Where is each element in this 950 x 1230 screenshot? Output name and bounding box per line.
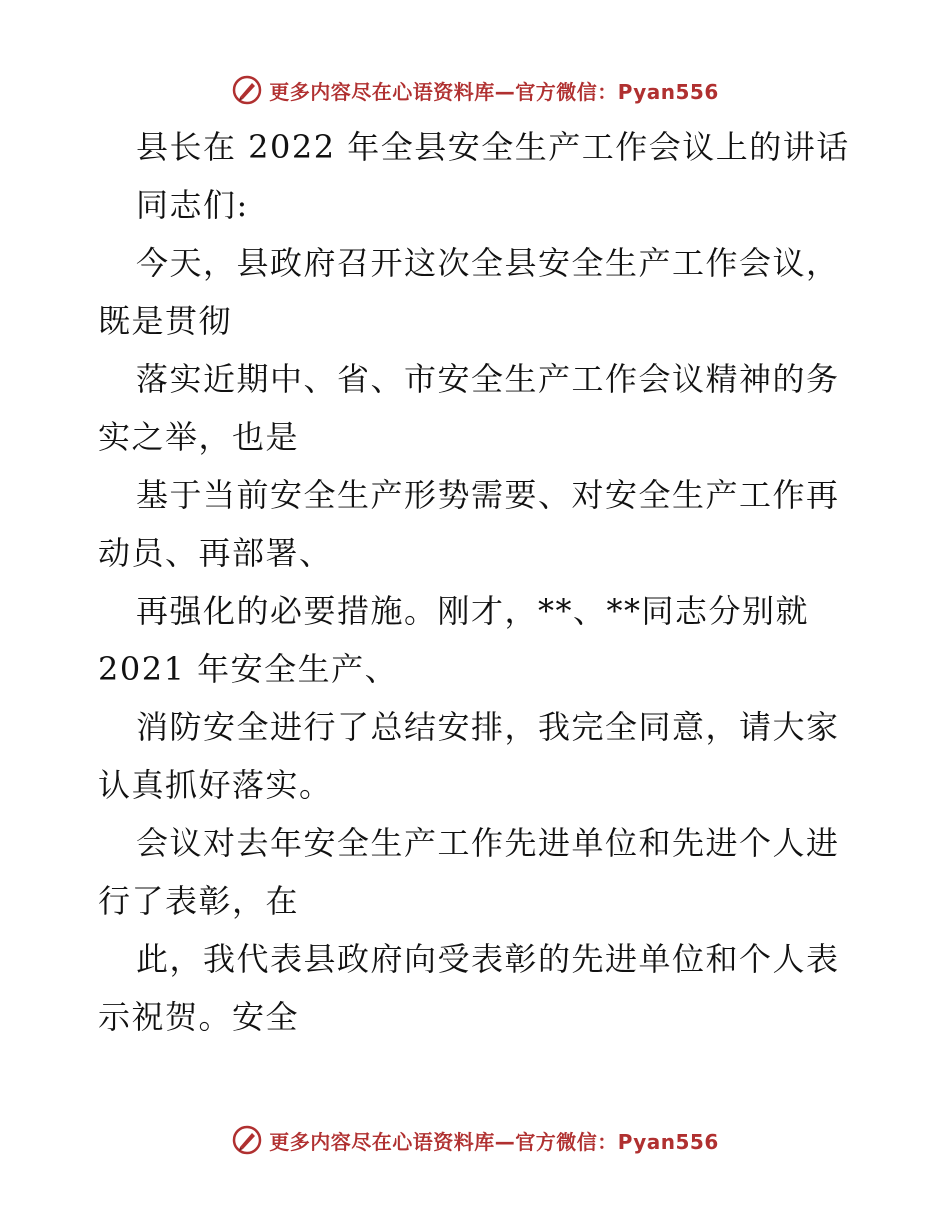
text-line: 基于当前安全生产形势需要、对安全生产工作再: [136, 476, 840, 514]
watermark-text: 更多内容尽在心语资料库—官方微信：Pyan556: [269, 79, 719, 104]
text-line: 认真抓好落实。: [98, 766, 333, 804]
watermark-text: 更多内容尽在心语资料库—官方微信：Pyan556: [269, 1129, 719, 1154]
text-line: 会议对去年安全生产工作先进单位和先进个人进: [136, 824, 840, 862]
text-line: 同志们:: [136, 186, 249, 224]
text-line: 今天，县政府召开这次全县安全生产工作会议，: [136, 244, 840, 282]
text-line: 既是贯彻: [98, 302, 233, 340]
text-line: 此，我代表县政府向受表彰的先进单位和个人表: [136, 940, 840, 978]
text-line: 落实近期中、省、市安全生产工作会议精神的务: [136, 360, 840, 398]
header-watermark: [0, 70, 950, 110]
text-line: 行了表彰，在: [98, 882, 300, 920]
footer-watermark: [0, 1120, 950, 1160]
text-line: 实之举，也是: [98, 418, 300, 456]
document-body: [98, 118, 858, 1046]
document-title: 县长在 2022 年全县安全生产工作会议上的讲话: [136, 128, 850, 166]
text-line: 动员、再部署、: [98, 534, 333, 572]
text-line: 再强化的必要措施。刚才，**、**同志分别就: [136, 592, 810, 630]
pen-logo-icon: [231, 1124, 263, 1156]
text-line: 消防安全进行了总结安排，我完全同意，请大家: [136, 708, 840, 746]
text-line: 2021 年安全生产、: [98, 650, 399, 688]
pen-logo-icon: [231, 74, 263, 106]
text-line: 示祝贺。安全: [98, 998, 300, 1036]
